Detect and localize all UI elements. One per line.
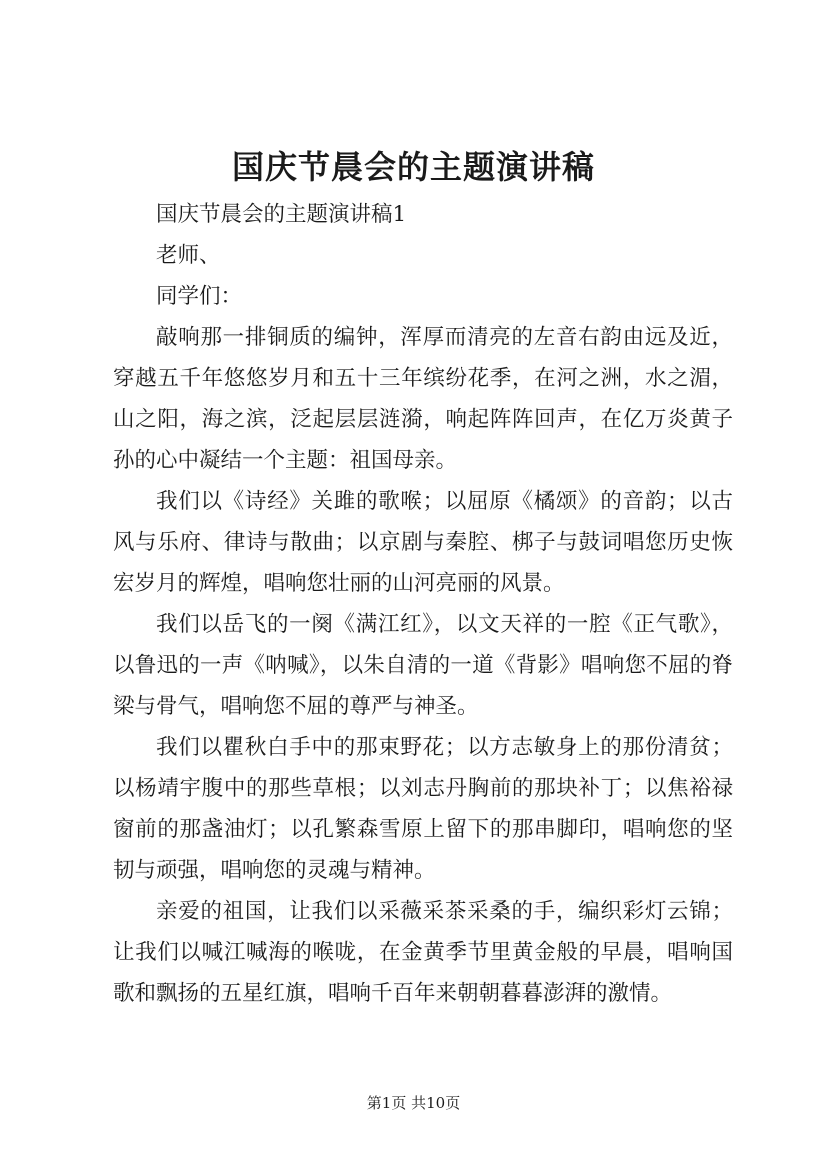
body-paragraph: 我们以《诗经》关雎的歌喉；以屈原《橘颂》的音韵；以古风与乐府、律诗与散曲；以京剧与秦腔、梆子与鼓词唱您历史恢宏岁月的辉煌，唱响您壮丽的山河亮丽的风景。 bbox=[113, 489, 733, 596]
document-body bbox=[113, 194, 733, 1014]
subtitle-paragraph: 国庆节晨会的主题演讲稿1 bbox=[156, 202, 407, 227]
salutation-students: 同学们： bbox=[156, 284, 243, 309]
body-paragraph: 亲爱的祖国，让我们以采薇采茶采桑的手，编织彩灯云锦；让我们以喊江喊海的喉咙，在金黄季节里黄金般的早晨，唱响国歌和飘扬的五星红旗，唱响千百年来朝朝暮暮澎湃的激情。 bbox=[113, 899, 733, 1006]
salutation-teachers: 老师、 bbox=[156, 243, 221, 268]
body-paragraph: 我们以岳飞的一阕《满江红》，以文天祥的一腔《正气歌》，以鲁迅的一声《呐喊》，以朱自清的一道《背影》唱响您不屈的脊梁与骨气，唱响您不屈的尊严与神圣。 bbox=[113, 612, 733, 719]
document-title: 国庆节晨会的主题演讲稿 bbox=[231, 148, 595, 186]
body-paragraph: 敲响那一排铜质的编钟，浑厚而清亮的左音右韵由远及近，穿越五千年悠悠岁月和五十三年缤纷花季，在河之洲，水之湄，山之阳，海之滨，泛起层层涟漪，响起阵阵回声，在亿万炎黄子孙的心中凝结一个主题：祖国母亲。 bbox=[113, 325, 733, 473]
body-paragraph: 我们以瞿秋白手中的那束野花；以方志敏身上的那份清贫；以杨靖宇腹中的那些草根；以刘志丹胸前的那块补丁；以焦裕禄窗前的那盏油灯；以孔繁森雪原上留下的那串脚印，唱响您的坚韧与顽强，唱响您的灵魂与精神。 bbox=[113, 735, 733, 883]
page-number-footer: 第1页 共10页 bbox=[366, 1094, 461, 1112]
